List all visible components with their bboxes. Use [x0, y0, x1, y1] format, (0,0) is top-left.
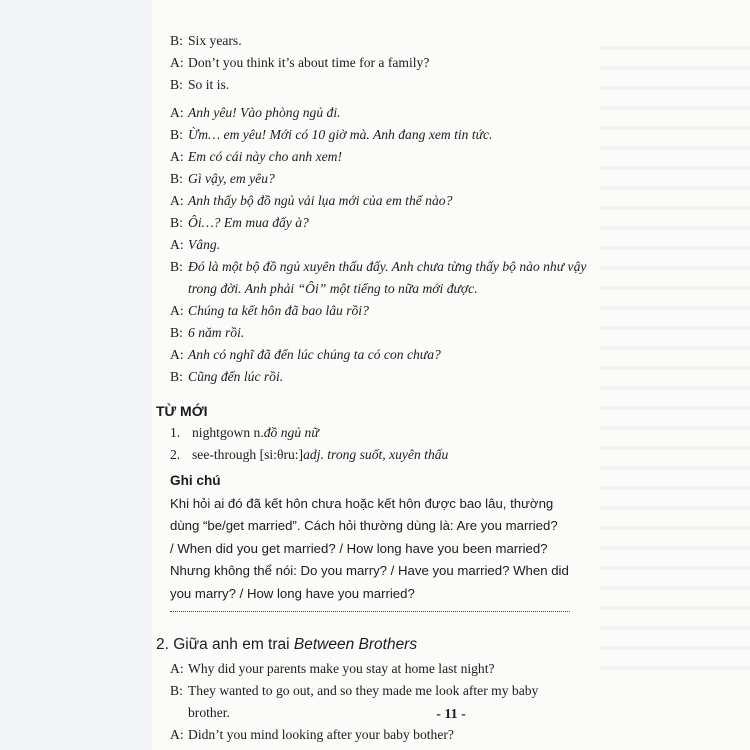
page-number: - 11 - [436, 707, 466, 722]
vocab-heading: TỪ MỚI [156, 403, 208, 419]
line-text: Ừm… em yêu! Mới có 10 giờ mà. Anh đang xem tin tức. [188, 127, 493, 142]
dialogue-line [170, 102, 590, 124]
vocab-number: 1. [170, 425, 181, 440]
speaker: B: [170, 127, 183, 142]
line-text: 6 năm rồi. [188, 325, 245, 340]
vietnamese-dialogue [170, 102, 590, 388]
book-page [152, 0, 750, 750]
line-text: Đó là một bộ đồ ngủ xuyên thấu đấy. Anh chưa từng thấy bộ nào như vậy [188, 259, 587, 274]
line-text: Didn’t you mind looking after your baby bother? [188, 727, 454, 742]
dialogue-line [170, 724, 590, 746]
lesson-title-vi: Giữa anh em trai [173, 636, 294, 653]
note-box [170, 470, 582, 612]
dialogue-line [170, 234, 590, 256]
dialogue-line [170, 300, 590, 322]
note-line: dùng “be/get married”. Cách hỏi thường dùng là: Are you married? [170, 518, 558, 533]
speaker: B: [170, 77, 183, 92]
speaker: A: [170, 105, 184, 120]
dialogue-line [170, 146, 590, 168]
line-text: Gì vậy, em yêu? [188, 171, 275, 186]
line-text: Anh thấy bộ đồ ngủ vải lụa mới của em thế nào? [188, 193, 453, 208]
line-text: brother. [188, 705, 230, 720]
line-text: Don’t you think it’s about time for a family? [188, 55, 430, 70]
speaker: A: [170, 193, 184, 208]
line-text: So it is. [188, 77, 230, 92]
speaker: A: [170, 347, 184, 362]
vocab-meaning: adj. trong suốt, xuyên thấu [303, 447, 449, 462]
line-text: Anh có nghĩ đã đến lúc chúng ta có con chưa? [188, 347, 441, 362]
speaker: B: [170, 325, 183, 340]
note-line: Khi hỏi ai đó đã kết hôn chưa hoặc kết hôn được bao lâu, thường [170, 495, 554, 511]
vocab-word: nightgown n. [192, 425, 264, 440]
dialogue-line [170, 74, 590, 96]
vocab-number: 2. [170, 447, 181, 462]
speaker: B: [170, 171, 183, 186]
dialogue-line [170, 366, 590, 388]
note-title: Ghi chú [170, 473, 221, 488]
note-line: / When did you get married? / How long have you been married? [170, 540, 548, 556]
lesson-dialogue [170, 658, 590, 746]
line-text: Cũng đến lúc rồi. [188, 369, 284, 384]
speaker: A: [170, 149, 184, 164]
dialogue-line [170, 168, 590, 190]
vocab-meaning: đồ ngủ nữ [263, 425, 319, 440]
speaker: B: [170, 215, 183, 230]
line-text: Chúng ta kết hôn đã bao lâu rồi? [188, 303, 369, 318]
line-text: Em có cái này cho anh xem! [188, 149, 343, 164]
line-text: They wanted to go out, and so they made me look after my baby [188, 683, 539, 698]
speaker: B: [170, 683, 183, 698]
vocab-item [170, 422, 590, 444]
dialogue-line-continuation [170, 278, 590, 300]
speaker: B: [170, 369, 183, 384]
dialogue-line [170, 30, 590, 52]
speaker: A: [170, 303, 184, 318]
dotted-divider [170, 605, 570, 612]
speaker: A: [170, 661, 184, 676]
dialogue-line [170, 256, 590, 278]
line-text: Why did your parents make you stay at home last night? [188, 661, 495, 676]
line-text: Six years. [188, 33, 242, 48]
lesson-number: 2. [156, 636, 174, 653]
line-text: Ôi…? Em mua đấy à? [188, 215, 309, 230]
english-dialogue [170, 30, 590, 96]
dialogue-line [170, 124, 590, 146]
lesson-title-en: Between Brothers [293, 636, 418, 653]
note-line: Nhưng không thể nói: Do you marry? / Have you married? When did [170, 563, 569, 578]
speaker: A: [170, 55, 184, 70]
speaker: A: [170, 727, 184, 742]
dialogue-line [170, 212, 590, 234]
speaker: B: [170, 33, 183, 48]
dialogue-line [170, 658, 590, 680]
line-text: Anh yêu! Vào phòng ngủ đi. [188, 105, 341, 120]
line-text: Vâng. [188, 237, 221, 252]
dialogue-line [170, 52, 590, 74]
speaker: A: [170, 237, 184, 252]
note-line: you marry? / How long have you married? [170, 585, 415, 601]
dialogue-line [170, 344, 590, 366]
page-content [156, 30, 590, 746]
bleed-through-text [600, 30, 750, 680]
dialogue-line [170, 322, 590, 344]
vocab-item [170, 444, 590, 466]
vocab-word: see-through [si:θru:] [192, 447, 304, 462]
dialogue-line [170, 190, 590, 212]
lesson-title [156, 632, 590, 658]
vocab-list [170, 422, 590, 466]
dialogue-line [170, 680, 590, 702]
line-text: trong đời. Anh phải “Ôi” một tiếng to nữa mới được. [188, 281, 478, 296]
speaker: B: [170, 259, 183, 274]
